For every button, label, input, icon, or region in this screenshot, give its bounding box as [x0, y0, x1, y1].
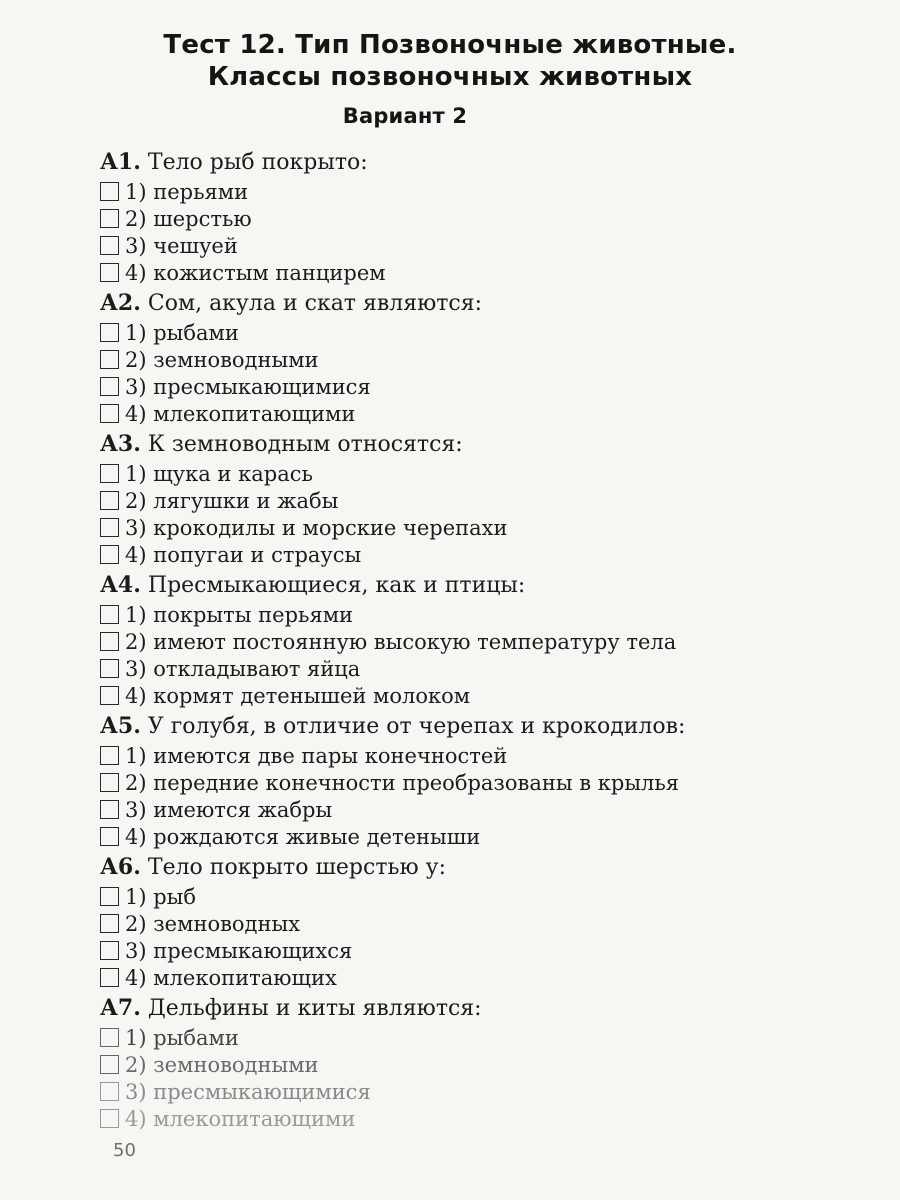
answer-label: 3) пресмыкающихся: [125, 938, 353, 963]
question-text: Дельфины и киты являются:: [147, 996, 482, 1021]
answer-option: [100, 346, 820, 373]
answer-option: [100, 1105, 820, 1132]
question-number: А3.: [100, 431, 141, 457]
answer-option: [100, 541, 820, 568]
answer-option: [100, 1078, 820, 1105]
answer-checkbox[interactable]: [100, 545, 119, 564]
question-a1: [100, 148, 820, 286]
question-a7: [100, 994, 820, 1132]
answer-label: 4) попугаи и страусы: [125, 542, 362, 567]
questions-list: [100, 148, 820, 1135]
answer-label: 3) крокодилы и морские черепахи: [125, 515, 508, 540]
answer-label: 4) кормят детенышей молоком: [125, 683, 471, 708]
question-header: [100, 571, 820, 601]
question-text: К земноводным относятся:: [147, 432, 463, 457]
question-header: [100, 994, 820, 1024]
answer-checkbox[interactable]: [100, 1055, 119, 1074]
question-text: У голубя, в отличие от черепах и крокодилов:: [147, 714, 686, 739]
answer-checkbox[interactable]: [100, 491, 119, 510]
question-text: Тело покрыто шерстью у:: [147, 855, 446, 880]
variant-label: Вариант 2: [342, 104, 468, 128]
answer-option: [100, 682, 820, 709]
question-number: А2.: [100, 290, 141, 316]
answer-checkbox[interactable]: [100, 209, 119, 228]
answer-checkbox[interactable]: [100, 182, 119, 201]
answer-checkbox[interactable]: [100, 605, 119, 624]
answer-label: 2) шерстью: [125, 206, 252, 231]
answer-option: [100, 601, 820, 628]
answer-option: [100, 964, 820, 991]
test-title: Тест 12. Тип Позвоночные животные.: [163, 30, 737, 60]
answer-label: 1) имеются две пары конечностей: [125, 743, 508, 768]
answer-label: 1) перьями: [125, 179, 249, 204]
answer-label: 2) имеют постоянную высокую температуру тела: [125, 629, 677, 654]
answer-option: [100, 628, 820, 655]
answer-label: 1) щука и карась: [125, 461, 313, 486]
question-header: [100, 289, 820, 319]
answer-label: 1) рыбами: [125, 1025, 239, 1050]
answer-option: [100, 937, 820, 964]
page-number: 50: [113, 1140, 136, 1161]
answer-label: 4) млекопитающих: [125, 965, 337, 990]
question-header: [100, 853, 820, 883]
answer-label: 2) земноводными: [125, 1052, 319, 1077]
answer-checkbox[interactable]: [100, 1028, 119, 1047]
answer-option: [100, 205, 820, 232]
question-header: [100, 148, 820, 178]
answer-label: 2) земноводных: [125, 911, 301, 936]
answer-checkbox[interactable]: [100, 773, 119, 792]
answer-option: [100, 1024, 820, 1051]
answer-checkbox[interactable]: [100, 323, 119, 342]
answer-label: 3) имеются жабры: [125, 797, 333, 822]
answer-checkbox[interactable]: [100, 914, 119, 933]
answer-checkbox[interactable]: [100, 1109, 119, 1128]
question-header: [100, 430, 820, 460]
question-a4: [100, 571, 820, 709]
answer-option: [100, 1051, 820, 1078]
question-number: А1.: [100, 149, 141, 175]
answer-checkbox[interactable]: [100, 404, 119, 423]
question-number: А6.: [100, 854, 141, 880]
answer-option: [100, 883, 820, 910]
answer-checkbox[interactable]: [100, 659, 119, 678]
answer-checkbox[interactable]: [100, 377, 119, 396]
question-a3: [100, 430, 820, 568]
answer-checkbox[interactable]: [100, 746, 119, 765]
answer-label: 2) земноводными: [125, 347, 319, 372]
answer-checkbox[interactable]: [100, 941, 119, 960]
answer-checkbox[interactable]: [100, 236, 119, 255]
answer-option: [100, 655, 820, 682]
question-a6: [100, 853, 820, 991]
answer-label: 3) чешуей: [125, 233, 238, 258]
answer-label: 2) передние конечности преобразованы в крылья: [125, 770, 680, 795]
question-number: А5.: [100, 713, 141, 739]
answer-checkbox[interactable]: [100, 1082, 119, 1101]
answer-option: [100, 823, 820, 850]
answer-checkbox[interactable]: [100, 632, 119, 651]
answer-label: 1) покрыты перьями: [125, 602, 354, 627]
answer-option: [100, 178, 820, 205]
question-a5: [100, 712, 820, 850]
answer-label: 2) лягушки и жабы: [125, 488, 339, 513]
answer-checkbox[interactable]: [100, 827, 119, 846]
answer-option: [100, 742, 820, 769]
answer-option: [100, 400, 820, 427]
answer-label: 1) рыб: [125, 884, 197, 909]
answer-option: [100, 232, 820, 259]
answer-checkbox[interactable]: [100, 686, 119, 705]
answer-label: 4) млекопитающими: [125, 1106, 356, 1131]
answer-option: [100, 319, 820, 346]
question-text: Сом, акула и скат являются:: [147, 291, 483, 316]
question-text: Тело рыб покрыто:: [147, 150, 368, 175]
answer-checkbox[interactable]: [100, 464, 119, 483]
answer-option: [100, 373, 820, 400]
answer-option: [100, 910, 820, 937]
answer-label: 1) рыбами: [125, 320, 239, 345]
answer-label: 3) пресмыкающимися: [125, 374, 371, 399]
question-text: Пресмыкающиеся, как и птицы:: [147, 573, 526, 598]
answer-label: 3) откладывают яйца: [125, 656, 361, 681]
question-header: [100, 712, 820, 742]
question-a2: [100, 289, 820, 427]
answer-checkbox[interactable]: [100, 263, 119, 282]
question-number: А4.: [100, 572, 141, 598]
answer-option: [100, 487, 820, 514]
answer-label: 3) пресмыкающимися: [125, 1079, 371, 1104]
answer-label: 4) млекопитающими: [125, 401, 356, 426]
answer-checkbox[interactable]: [100, 887, 119, 906]
answer-checkbox[interactable]: [100, 350, 119, 369]
answer-option: [100, 769, 820, 796]
answer-label: 4) рождаются живые детеныши: [125, 824, 481, 849]
answer-option: [100, 460, 820, 487]
answer-option: [100, 259, 820, 286]
answer-checkbox[interactable]: [100, 968, 119, 987]
answer-option: [100, 514, 820, 541]
answer-label: 4) кожистым панцирем: [125, 260, 386, 285]
test-subtitle: Классы позвоночных животных: [207, 62, 693, 92]
answer-checkbox[interactable]: [100, 518, 119, 537]
answer-option: [100, 796, 820, 823]
answer-checkbox[interactable]: [100, 800, 119, 819]
question-number: А7.: [100, 995, 141, 1021]
